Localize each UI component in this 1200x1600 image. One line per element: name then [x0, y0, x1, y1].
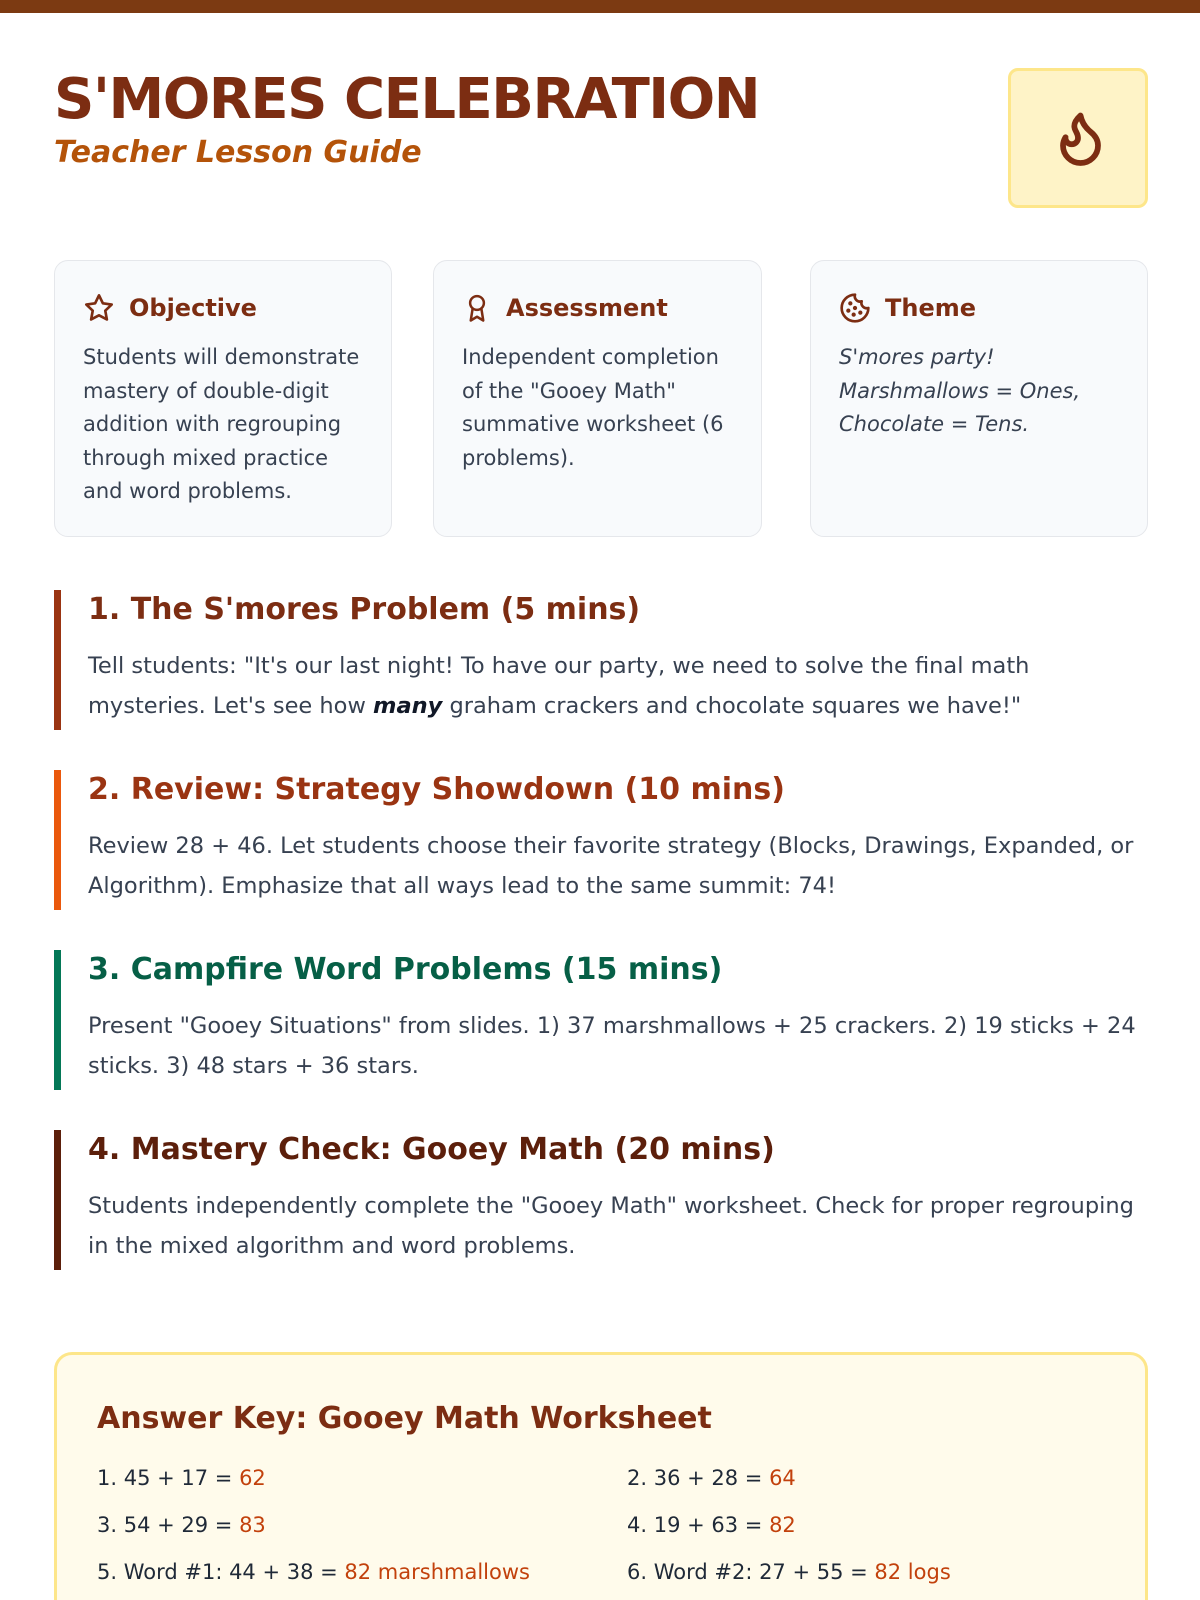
overview-cards: [54, 260, 1148, 537]
answer-value: 64: [769, 1466, 796, 1490]
step-1-text-before: Tell students: "It's our last night! To have our party, we need to solve the final math mysteries. Let's see how: [88, 653, 1030, 719]
step-4-accent: [54, 1130, 61, 1270]
answer-value: 83: [239, 1513, 266, 1537]
step-1-emphasis: many: [373, 693, 443, 719]
answer-key-title: Answer Key: Gooey Math Worksheet: [97, 1401, 712, 1436]
answer-value: 82 marshmallows: [344, 1560, 530, 1584]
page-title: S'MORES CELEBRATION: [54, 67, 760, 132]
step-2-title: 2. Review: Strategy Showdown (10 mins): [88, 772, 785, 807]
theme-title: Theme: [885, 294, 977, 322]
answer-item: [627, 1461, 1107, 1496]
step-2-accent: [54, 770, 61, 910]
step-1-text: [88, 646, 1148, 726]
step-3-text: Present "Gooey Situations" from slides. 1) 37 marshmallows + 25 crackers. 2) 19 sticks + 24 sticks. 3) 48 stars + 36 stars.: [88, 1013, 1136, 1079]
step-4-title: 4. Mastery Check: Gooey Math (20 mins): [88, 1132, 775, 1167]
answer-key-list: [97, 1461, 1105, 1590]
answer-problem: 1. 45 + 17 =: [97, 1466, 240, 1490]
answer-problem: 5. Word #1: 44 + 38 =: [97, 1560, 345, 1584]
top-accent-bar: [0, 0, 1200, 13]
lesson-step-2: [54, 770, 1148, 910]
cookie-icon: [839, 292, 871, 324]
answer-problem: 6. Word #2: 27 + 55 =: [627, 1560, 875, 1584]
answer-problem: 4. 19 + 63 =: [627, 1513, 770, 1537]
step-1-title: 1. The S'mores Problem (5 mins): [88, 592, 641, 627]
objective-text: Students will demonstrate mastery of double-digit addition with regrouping through mixed practice and word problems.: [83, 345, 360, 503]
flame-badge: [1008, 68, 1148, 208]
assessment-title: Assessment: [506, 294, 668, 322]
lesson-step-4: [54, 1130, 1148, 1270]
objective-card: [54, 260, 392, 537]
step-1-text-after: graham crackers and chocolate squares we have!": [442, 693, 1022, 719]
answer-value: 62: [239, 1466, 266, 1490]
page-subtitle: Teacher Lesson Guide: [54, 135, 422, 170]
answer-item: [627, 1555, 1107, 1590]
star-icon: [83, 292, 115, 324]
answer-item: [97, 1555, 627, 1590]
answer-value: 82: [769, 1513, 796, 1537]
step-1-accent: [54, 590, 61, 730]
theme-card: [810, 260, 1148, 537]
step-4-text: Students independently complete the "Gooey Math" worksheet. Check for proper regrouping in the mixed algorithm and word problems.: [88, 1193, 1134, 1259]
step-3-accent: [54, 950, 61, 1090]
assessment-card: [433, 260, 762, 537]
lesson-step-3: [54, 950, 1148, 1090]
answer-item: [627, 1508, 1107, 1543]
answer-value: 82 logs: [874, 1560, 951, 1584]
assessment-text: Independent completion of the "Gooey Math" summative worksheet (6 problems).: [462, 345, 724, 470]
step-2-text: Review 28 + 46. Let students choose their favorite strategy (Blocks, Drawings, Expanded, or Algorithm). Emphasize that all ways lead to the same summit: 74!: [88, 833, 1134, 899]
answer-problem: 2. 36 + 28 =: [627, 1466, 770, 1490]
step-3-title: 3. Campfire Word Problems (15 mins): [88, 952, 723, 987]
award-icon: [462, 292, 492, 324]
flame-icon: [1048, 102, 1108, 174]
objective-title: Objective: [129, 294, 257, 322]
lesson-step-1: [54, 590, 1148, 730]
theme-text: S'mores party! Marshmallows = Ones, Chocolate = Tens.: [839, 345, 1081, 436]
page-header: [54, 68, 1148, 208]
answer-key-panel: [54, 1352, 1148, 1600]
answer-problem: 3. 54 + 29 =: [97, 1513, 240, 1537]
answer-item: [97, 1508, 627, 1543]
answer-item: [97, 1461, 627, 1496]
